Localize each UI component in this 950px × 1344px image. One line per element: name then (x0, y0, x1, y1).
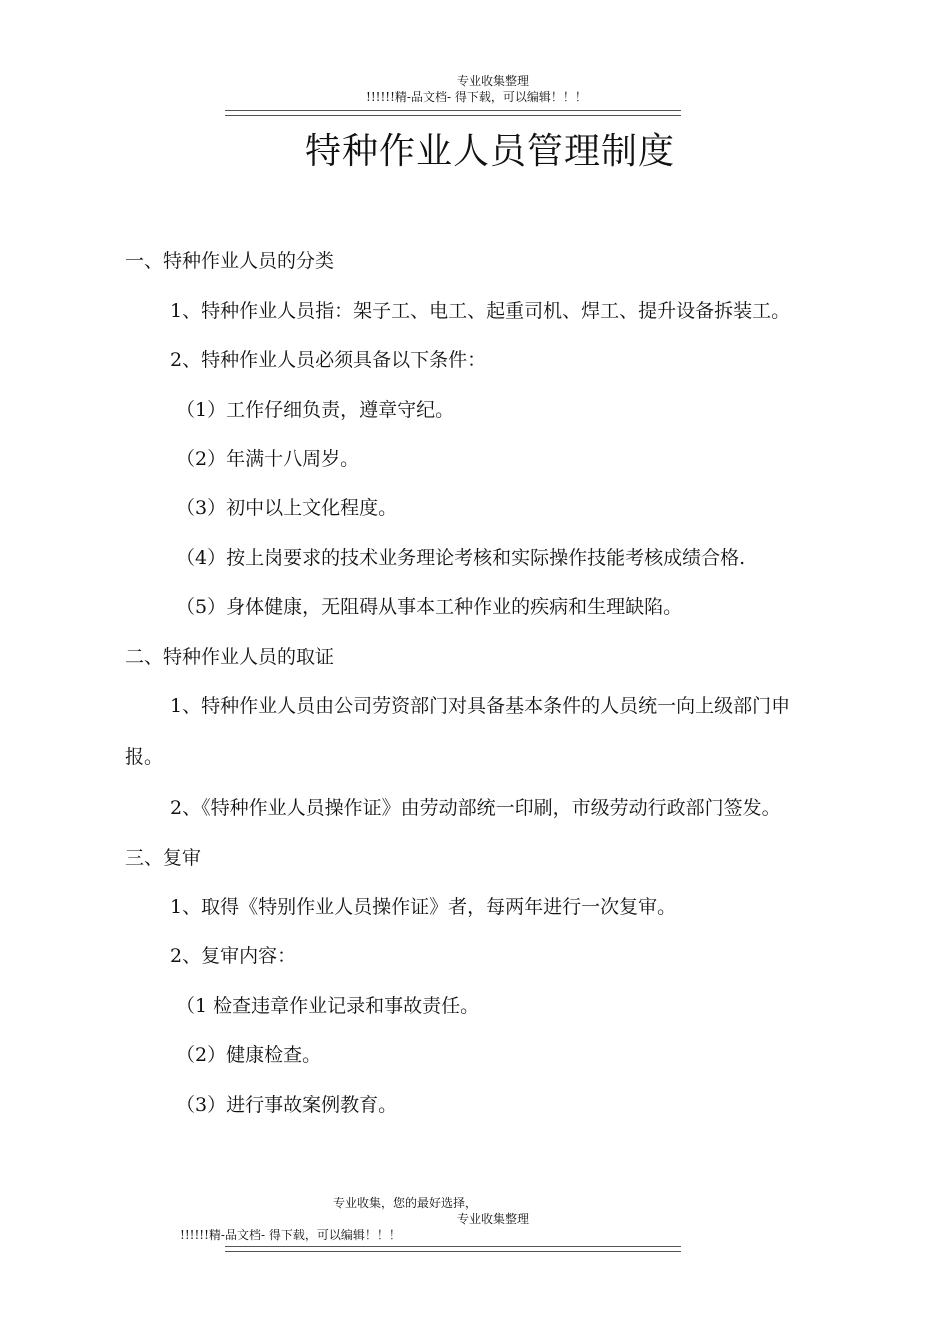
section-heading-3: 三、复审 (125, 847, 202, 869)
paragraph: 1、特种作业人员指：架子工、电工、起重司机、焊工、提升设备拆装工。 (170, 300, 791, 322)
list-item: （3）进行事故案例教育。 (176, 1094, 398, 1116)
footer-line-2: 专业收集整理 (457, 1212, 530, 1226)
list-item: （1 检查违章作业记录和事故责任。 (176, 995, 480, 1017)
document-title: 特种作业人员管理制度 (305, 131, 676, 172)
paragraph: 2、复审内容： (170, 945, 297, 967)
list-item: （5）身体健康，无阻碍从事本工种作业的疾病和生理缺陷。 (176, 596, 683, 618)
list-item: （2）年满十八周岁。 (176, 448, 360, 470)
list-item: （2）健康检查。 (176, 1044, 322, 1066)
paragraph: 1、特种作业人员由公司劳资部门对具备基本条件的人员统一向上级部门申 (170, 695, 791, 717)
paragraph: 2、特种作业人员必须具备以下条件： (170, 349, 487, 371)
section-heading-2: 二、特种作业人员的取证 (125, 646, 335, 668)
list-item: （1）工作仔细负责，遵章守纪。 (176, 399, 455, 421)
header-line-1: 专业收集整理 (457, 74, 530, 88)
header-line-2: !!!!!!精-品文档- 得下载，可以编辑！！！ (366, 90, 587, 104)
paragraph: 1、取得《特别作业人员操作证》者，每两年进行一次复审。 (170, 896, 677, 918)
list-item: （3）初中以上文化程度。 (176, 497, 398, 519)
footer-line-3: !!!!!!精-品文档- 得下载，可以编辑！！！ (180, 1228, 401, 1242)
paragraph: 2、《特种作业人员操作证》由劳动部统一印刷，市级劳动行政部门签发。 (170, 797, 781, 819)
paragraph-continuation: 报。 (125, 746, 164, 768)
footer-line-1: 专业收集，您的最好选择， (333, 1196, 478, 1210)
footer-rule (225, 1246, 681, 1252)
section-heading-1: 一、特种作业人员的分类 (125, 250, 335, 272)
header-rule (225, 110, 681, 116)
list-item: （4）按上岗要求的技术业务理论考核和实际操作技能考核成绩合格. (176, 547, 746, 569)
